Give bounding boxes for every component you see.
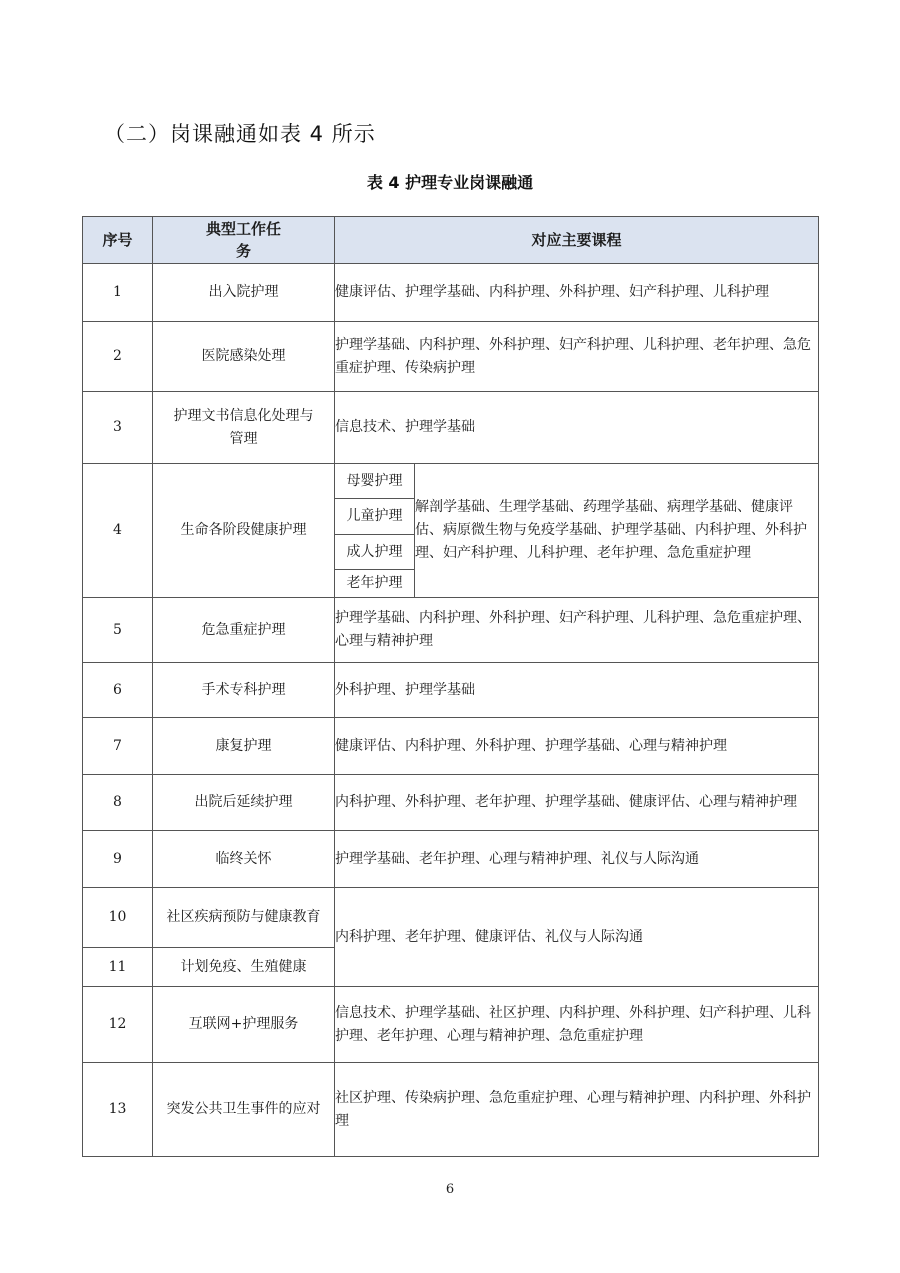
row-task: 临终关怀 <box>153 831 335 888</box>
row-no: 1 <box>83 264 153 322</box>
section-heading: （二）岗课融通如表 4 所示 <box>104 122 376 146</box>
table-row <box>83 775 819 831</box>
row-no: 3 <box>83 392 153 464</box>
table-row <box>83 987 819 1063</box>
row-task: 社区疾病预防与健康教育 <box>153 888 335 948</box>
row-task: 生命各阶段健康护理 <box>153 464 335 598</box>
row-courses: 内科护理、老年护理、健康评估、礼仪与人际沟通 <box>335 888 819 987</box>
row-courses: 护理学基础、内科护理、外科护理、妇产科护理、儿科护理、老年护理、急危重症护理、传染病护理 <box>335 322 819 392</box>
row-task: 突发公共卫生事件的应对 <box>153 1063 335 1157</box>
table-caption: 表 4 护理专业岗课融通 <box>366 173 534 192</box>
row-no: 6 <box>83 663 153 718</box>
row-task: 出入院护理 <box>153 264 335 322</box>
row-courses: 护理学基础、老年护理、心理与精神护理、礼仪与人际沟通 <box>335 831 819 888</box>
row-no: 12 <box>83 987 153 1063</box>
row-no: 4 <box>83 464 153 598</box>
row-task: 互联网+护理服务 <box>153 987 335 1063</box>
row-courses: 信息技术、护理学基础、社区护理、内科护理、外科护理、妇产科护理、儿科护理、老年护理、心理与精神护理、急危重症护理 <box>335 987 819 1063</box>
sub-task: 成人护理 <box>335 535 415 570</box>
row-no: 13 <box>83 1063 153 1157</box>
table-row <box>83 322 819 392</box>
table-row <box>83 264 819 322</box>
row-no: 8 <box>83 775 153 831</box>
header-courses: 对应主要课程 <box>335 217 819 264</box>
table-row <box>83 718 819 775</box>
course-mapping-table <box>82 216 819 1157</box>
header-task: 典型工作任务 <box>153 217 335 264</box>
row-task: 出院后延续护理 <box>153 775 335 831</box>
row-no: 7 <box>83 718 153 775</box>
row-courses: 内科护理、外科护理、老年护理、护理学基础、健康评估、心理与精神护理 <box>335 775 819 831</box>
row-task: 手术专科护理 <box>153 663 335 718</box>
row-task: 护理文书信息化处理与管理 <box>153 392 335 464</box>
row-courses: 解剖学基础、生理学基础、药理学基础、病理学基础、健康评估、病原微生物与免疫学基础、护理学基础、内科护理、外科护理、妇产科护理、儿科护理、老年护理、急危重症护理 <box>415 464 819 598</box>
sub-task: 老年护理 <box>335 570 415 598</box>
table-row <box>83 464 819 499</box>
row-no: 5 <box>83 598 153 663</box>
table-row <box>83 831 819 888</box>
header-no: 序号 <box>83 217 153 264</box>
table-row <box>83 598 819 663</box>
row-no: 11 <box>83 948 153 987</box>
sub-task: 儿童护理 <box>335 499 415 535</box>
row-courses: 信息技术、护理学基础 <box>335 392 819 464</box>
row-courses: 健康评估、护理学基础、内科护理、外科护理、妇产科护理、儿科护理 <box>335 264 819 322</box>
row-courses: 社区护理、传染病护理、急危重症护理、心理与精神护理、内科护理、外科护理 <box>335 1063 819 1157</box>
row-courses: 健康评估、内科护理、外科护理、护理学基础、心理与精神护理 <box>335 718 819 775</box>
row-no: 2 <box>83 322 153 392</box>
row-no: 9 <box>83 831 153 888</box>
row-task: 医院感染处理 <box>153 322 335 392</box>
row-courses: 护理学基础、内科护理、外科护理、妇产科护理、儿科护理、急危重症护理、心理与精神护理 <box>335 598 819 663</box>
row-task: 康复护理 <box>153 718 335 775</box>
table-row <box>83 663 819 718</box>
row-courses: 外科护理、护理学基础 <box>335 663 819 718</box>
row-task: 危急重症护理 <box>153 598 335 663</box>
table-row <box>83 888 819 948</box>
table-header-row <box>83 217 819 264</box>
page-number: 6 <box>445 1182 455 1197</box>
table-row <box>83 392 819 464</box>
table-row <box>83 1063 819 1157</box>
row-no: 10 <box>83 888 153 948</box>
row-task: 计划免疫、生殖健康 <box>153 948 335 987</box>
sub-task: 母婴护理 <box>335 464 415 499</box>
